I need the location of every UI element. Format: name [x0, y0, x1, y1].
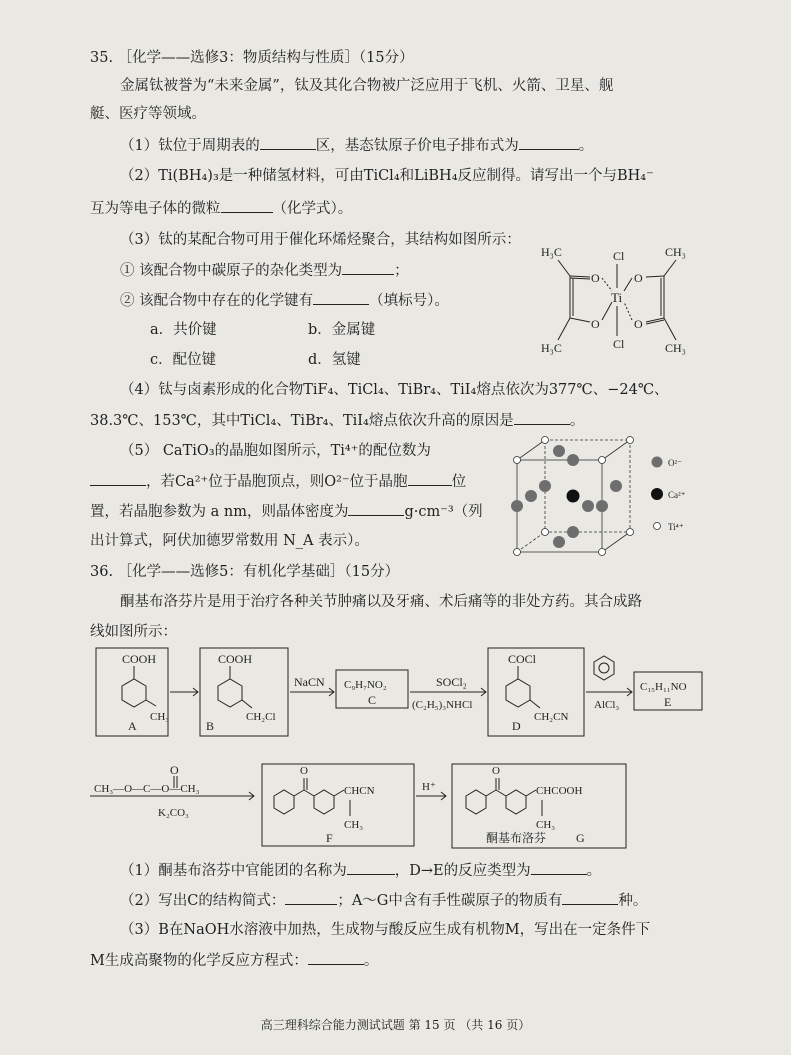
- cati03-unit-cell: [505, 430, 705, 565]
- svg-text:CHCN: CHCN: [344, 785, 375, 797]
- svg-text:Ti: Ti: [611, 290, 623, 305]
- svg-text:C₁₅H₁₁NO: C₁₅H₁₁NO: [640, 681, 687, 693]
- q35-part1: （1）钛位于周期表的 区，基态钛原子价电子排布式为 。: [120, 135, 593, 156]
- answer-blank: [342, 260, 394, 275]
- q35-part5-line4: 出计算式，阿伏加德罗常数用 N_A 表示）。: [90, 533, 369, 549]
- q36-header: 36. ［化学——选修5：有机化学基础］（15分）: [90, 564, 400, 580]
- svg-text:CH₃: CH₃: [344, 819, 364, 831]
- svg-text:AlCl₃: AlCl₃: [594, 699, 620, 711]
- svg-text:CH₂Cl: CH₂Cl: [246, 711, 276, 723]
- svg-text:CH₂CN: CH₂CN: [534, 711, 569, 723]
- svg-text:O: O: [591, 271, 600, 285]
- option-d: d．氢键: [308, 352, 361, 368]
- svg-text:C₉H₇NO₂: C₉H₇NO₂: [344, 679, 387, 691]
- svg-text:CH₃: CH₃: [150, 711, 170, 723]
- q35-part4-line1: （4）钛与卤素形成的化合物TiF₄、TiCl₄、TiBr₄、TiI₄熔点依次为377℃、−24℃、: [120, 382, 669, 398]
- answer-blank: [313, 290, 369, 305]
- option-c: c．配位键: [150, 352, 217, 368]
- svg-text:G: G: [576, 831, 585, 845]
- svg-text:酮基布洛芬: 酮基布洛芬: [486, 831, 547, 845]
- svg-text:COCl: COCl: [508, 652, 537, 666]
- svg-text:O: O: [170, 763, 179, 777]
- answer-blank: [347, 860, 395, 875]
- svg-text:O²⁻: O²⁻: [668, 458, 682, 468]
- option-a: a．共价键: [150, 322, 217, 338]
- answer-blank: [348, 501, 404, 516]
- svg-text:Ti⁴⁺: Ti⁴⁺: [668, 522, 684, 532]
- q35-intro-line1: 金属钛被誉为“未来金属”，钛及其化合物被广泛应用于飞机、火箭、卫星、舰: [120, 78, 614, 94]
- svg-text:O: O: [492, 765, 500, 777]
- svg-text:B: B: [206, 719, 215, 733]
- svg-text:CH₃—O—C—O—CH₃: CH₃—O—C—O—CH₃: [94, 783, 200, 795]
- q35-part3: （3）钛的某配合物可用于催化环烯烃聚合，其结构如图所示：: [120, 232, 521, 248]
- q35-part3-2: ② 该配合物中存在的化学键有 （填标号）。: [120, 290, 449, 311]
- svg-text:Cl: Cl: [613, 337, 625, 351]
- svg-text:O: O: [634, 317, 643, 331]
- answer-blank: [221, 198, 273, 213]
- answer-blank: [285, 890, 337, 905]
- svg-text:C: C: [368, 693, 377, 707]
- svg-text:CHCOOH: CHCOOH: [536, 785, 583, 797]
- svg-text:H₃C: H₃C: [541, 341, 562, 355]
- q35-part5-line2: ，若Ca²⁺位于晶胞顶点，则O²⁻位于晶胞 位: [90, 471, 466, 492]
- q35-part2-line2: 互为等电子体的微粒 （化学式）。: [90, 198, 352, 219]
- svg-text:CH₃: CH₃: [536, 819, 556, 831]
- answer-blank: [90, 471, 146, 486]
- answer-blank: [562, 890, 618, 905]
- q36-part3-line2: M生成高聚物的化学反应方程式： 。: [90, 950, 378, 971]
- svg-text:D: D: [512, 719, 521, 733]
- svg-text:A: A: [128, 719, 137, 733]
- svg-text:H₃C: H₃C: [541, 245, 562, 259]
- answer-blank: [408, 471, 452, 486]
- answer-blank: [260, 135, 316, 150]
- answer-blank: [514, 410, 570, 425]
- svg-text:COOH: COOH: [218, 652, 253, 666]
- svg-text:K₂CO₃: K₂CO₃: [158, 807, 189, 819]
- answer-blank: [308, 950, 364, 965]
- svg-text:Ca²⁺: Ca²⁺: [668, 490, 686, 500]
- svg-text:O: O: [591, 317, 600, 331]
- q35-part4-line2: 38.3℃、153℃，其中TiCl₄、TiBr₄、TiI₄熔点依次升高的原因是 。: [90, 410, 584, 431]
- page-footer: 高三理科综合能力测试试题 第 15 页 （共 16 页）: [260, 1018, 531, 1032]
- q36-part1: （1）酮基布洛芬中官能团的名称为 ，D→E的反应类型为 。: [120, 860, 601, 881]
- svg-text:O: O: [634, 271, 643, 285]
- q35-part5-line3: 置，若晶胞参数为 a nm，则晶体密度为 g·cm⁻³（列: [90, 501, 483, 522]
- option-b: b．金属键: [308, 322, 376, 338]
- titanium-complex-structure: [528, 236, 708, 364]
- svg-text:(C₂H₅)₃NHCl: (C₂H₅)₃NHCl: [412, 699, 473, 711]
- svg-text:O: O: [300, 765, 308, 777]
- q36-part3-line1: （3）B在NaOH水溶液中加热，生成物与酸反应生成有机物M，写出在一定条件下: [120, 922, 651, 938]
- q36-part2: （2）写出C的结构简式： ；A～G中含有手性碳原子的物质有 种。: [120, 890, 647, 911]
- q35-intro-line2: 艇、医疗等领域。: [90, 106, 206, 122]
- svg-text:NaCN: NaCN: [294, 675, 325, 689]
- q35-part3-1: ① 该配合物中碳原子的杂化类型为 ；: [120, 260, 409, 281]
- svg-text:COOH: COOH: [122, 652, 157, 666]
- svg-text:CH₃: CH₃: [665, 341, 686, 355]
- svg-text:CH₃: CH₃: [665, 245, 686, 259]
- synthesis-scheme: [88, 646, 708, 856]
- q35-part5-line1: （5） CaTiO₃的晶胞如图所示，Ti⁴⁺的配位数为: [120, 443, 431, 459]
- q36-intro-line1: 酮基布洛芬片是用于治疗各种关节肿痛以及牙痛、术后痛等的非处方药。其合成路: [120, 594, 642, 610]
- svg-text:H⁺: H⁺: [422, 781, 436, 793]
- q35-header: 35. ［化学——选修3：物质结构与性质］（15分）: [90, 50, 414, 66]
- q35-part2-line1: （2）Ti(BH₄)₃是一种储氢材料，可由TiCl₄和LiBH₄反应制得。请写出一个与BH₄⁻: [120, 168, 654, 184]
- svg-text:F: F: [326, 831, 333, 845]
- svg-text:SOCl₂: SOCl₂: [436, 675, 467, 689]
- answer-blank: [519, 135, 579, 150]
- answer-blank: [531, 860, 587, 875]
- svg-text:E: E: [664, 695, 672, 709]
- svg-text:Cl: Cl: [613, 249, 625, 263]
- q36-intro-line2: 线如图所示：: [90, 624, 177, 640]
